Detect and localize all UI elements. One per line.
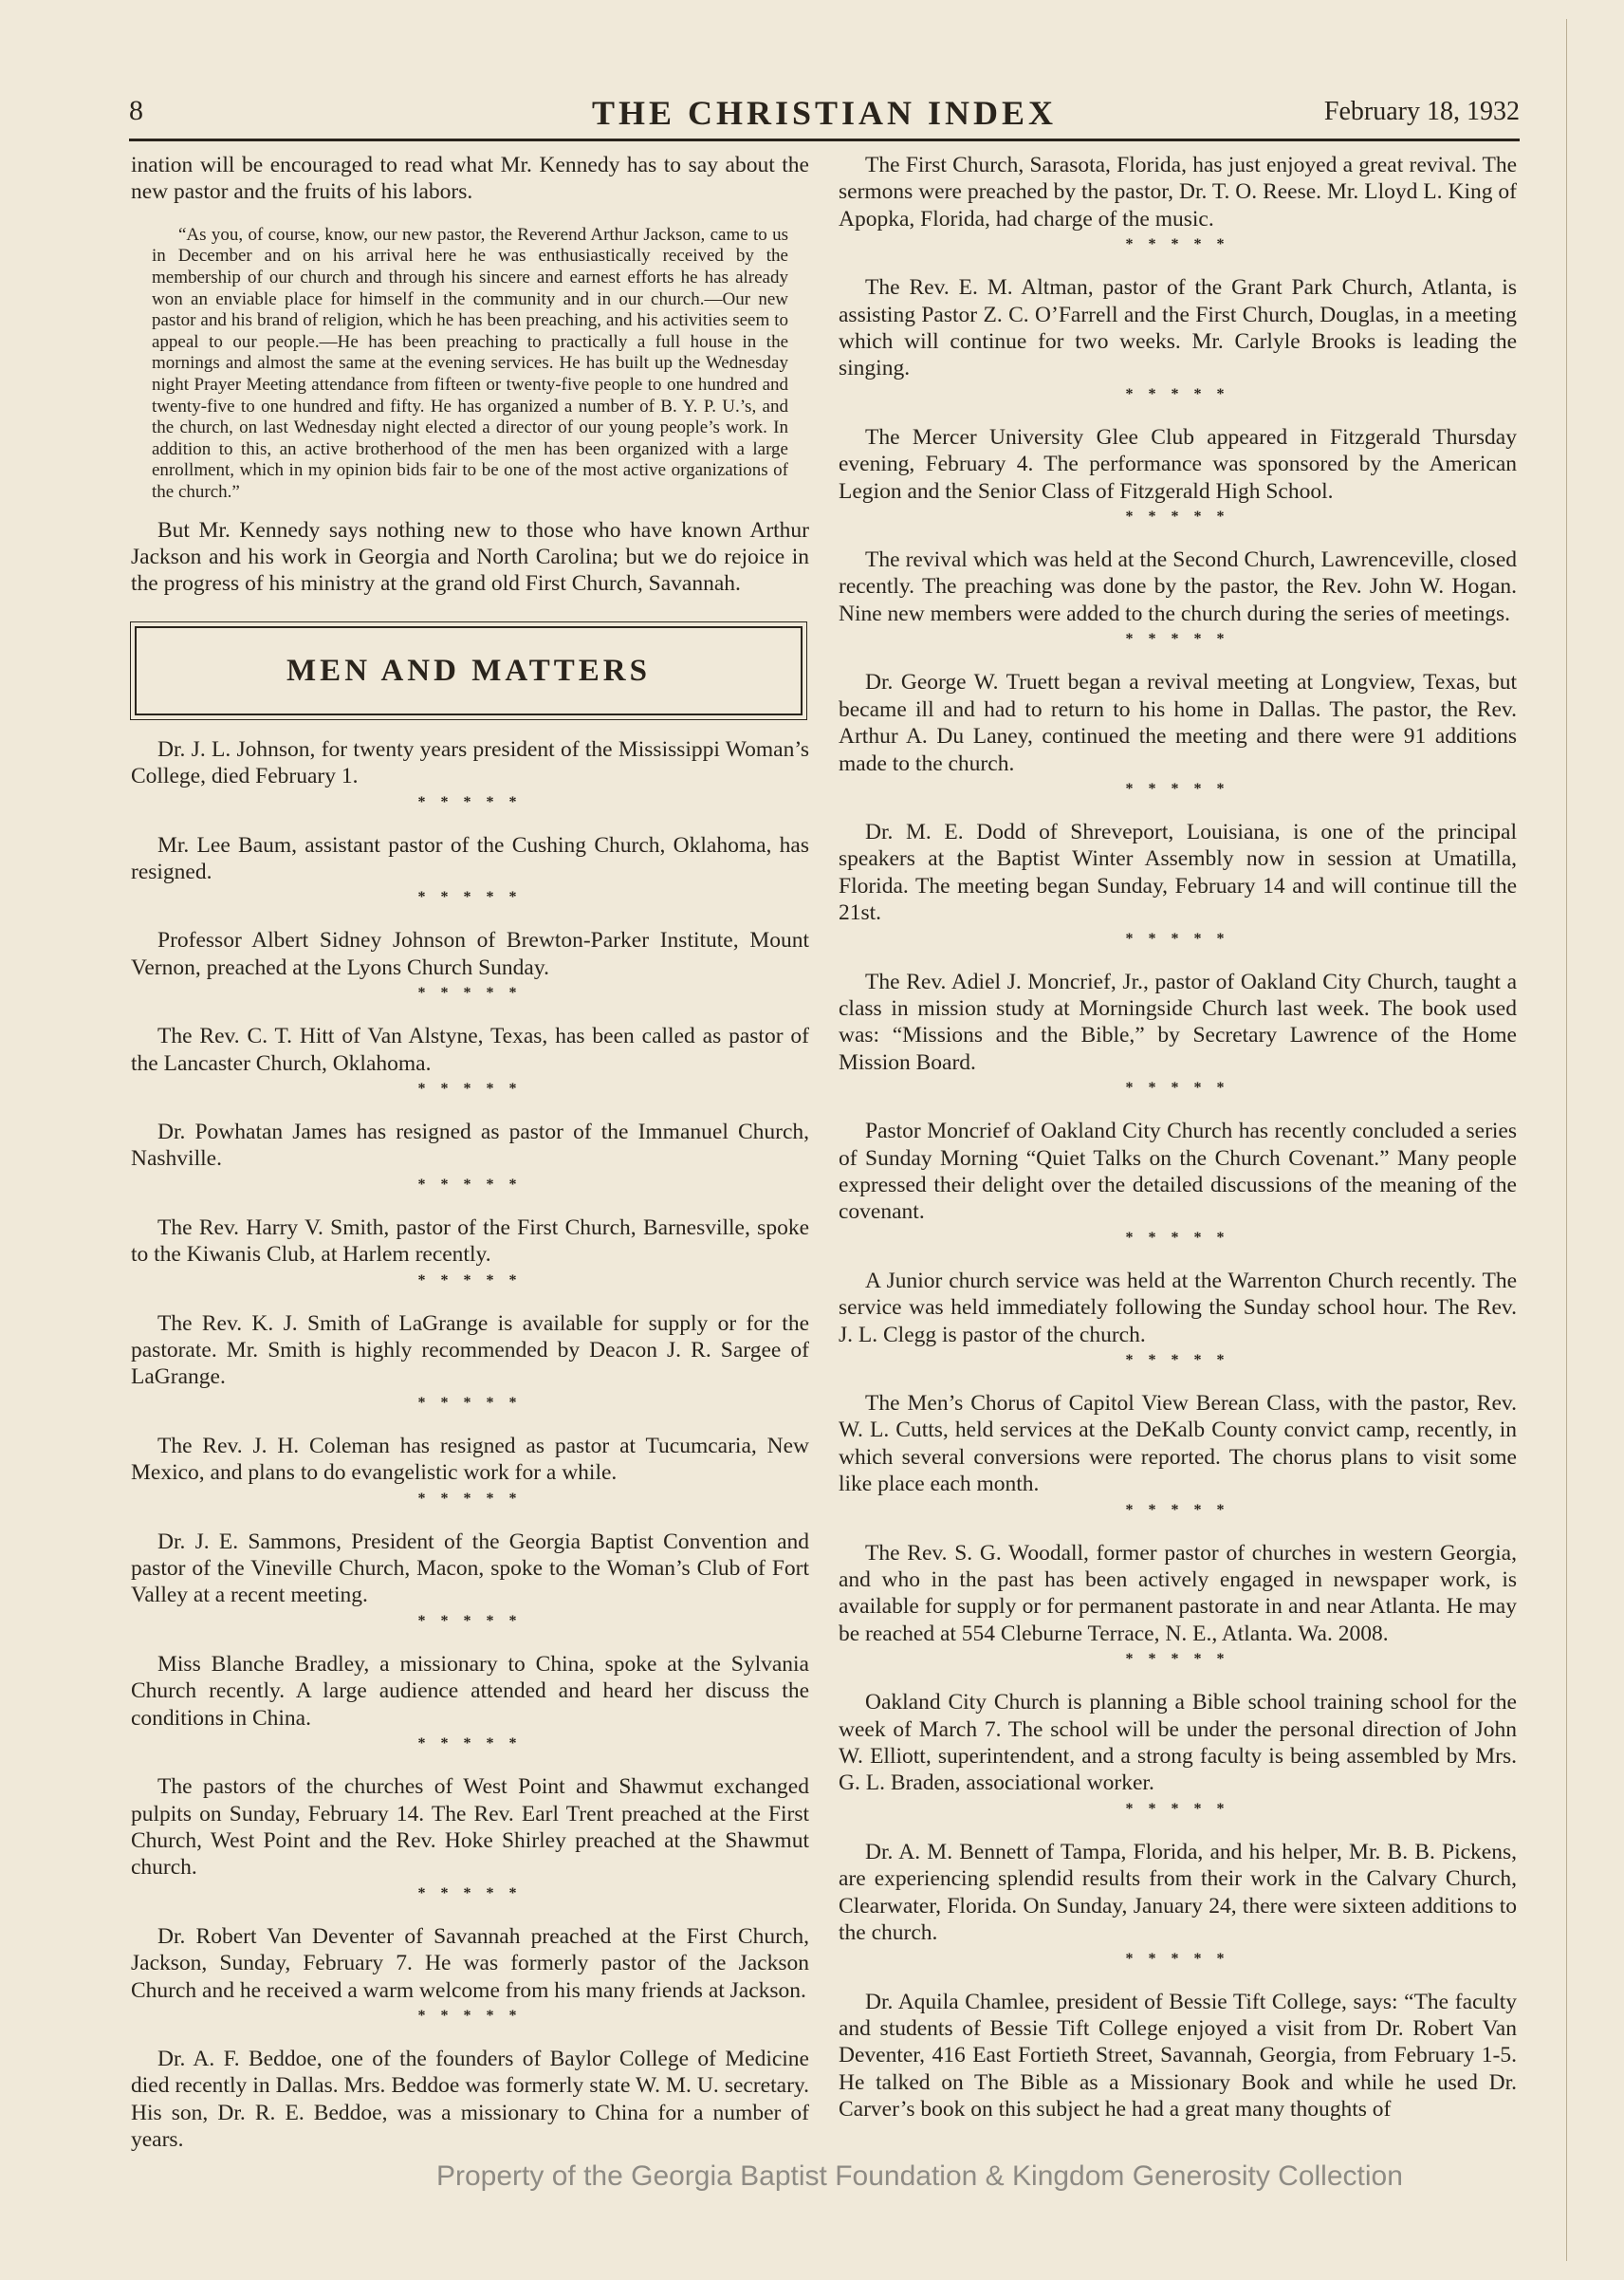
right-column [839,152,1517,2125]
intro-paragraph: ination will be encouraged to read what Mr. Kennedy has to say about the new pastor and the fruits of his labors. [131,153,809,205]
closing-paragraph: But Mr. Kennedy says nothing new to those who have known Arthur Jackson and his work in Georgia and North Carolina; but we do rejoice in the progress of his ministry at the grand old First Church, Savannah. [131,517,809,597]
news-item: Professor Albert Sidney Johnson of Brewton-Parker Institute, Mount Vernon, preached at the Lyons Church Sunday. [131,928,809,980]
news-item: The Mercer University Glee Club appeared in Fitzgerald Thursday evening, February 4. The performance was sponsored by the American Legion and the Senior Class of Fitzgerald High School. [839,424,1517,504]
item-separator: * * * * * [417,1884,523,1901]
page-edge [1566,19,1567,2261]
news-item: The revival which was held at the Second Church, Lawrenceville, closed recently. The preaching was done by the pastor, the Rev. John W. Hogan. Nine new members were added to the church during the series of meetings. [839,547,1517,626]
item-separator: * * * * * [1125,631,1230,648]
item-separator: * * * * * [417,1735,523,1752]
item-separator: * * * * * [1125,509,1230,526]
news-item: Oakland City Church is planning a Bible school training school for the week of March 7. The school will be under the personal direction of John W. Elliott, superintendent, and a strong faculty is being assembled by Mrs. G. L. Braden, associational worker. [839,1690,1517,1796]
news-item: Dr. George W. Truett began a revival meeting at Longview, Texas, but became ill and had to return to his home in Dallas. The pastor, the Rev. Arthur A. Du Laney, continued the meeting and there were 91 additions made to the church. [839,670,1517,776]
news-item: Pastor Moncrief of Oakland City Church has recently concluded a series of Sunday Morning “Quiet Talks on the Church Covenant.” Many people expressed their delight over the detailed discussions of the meaning of the covenant. [839,1119,1517,1225]
news-item: The Rev. E. M. Altman, pastor of the Grant Park Church, Atlanta, is assisting Pastor Z. C. O’Farrell and the First Church, Douglas, in a meeting which will continue for two weeks. Mr. Carlyle Brooks is leading the singing. [839,275,1517,381]
news-item: The Rev. K. J. Smith of LaGrange is available for supply or for the pastorate. Mr. Smith is highly recommended by Deacon J. R. Sargee of LaGrange. [131,1310,809,1390]
item-separator: * * * * * [1125,385,1230,402]
news-item: Dr. J. E. Sammons, President of the Georgia Baptist Convention and pastor of the Vineville Church, Macon, spoke to the Woman’s Club of Fort Valley at a recent meeting. [131,1529,809,1608]
news-item: The Men’s Chorus of Capitol View Berean Class, with the pastor, Rev. W. L. Cutts, held services at the DeKalb County convict camp, recently, in which several conversions were reported. The chorus plans to visit some like place each month. [839,1391,1517,1497]
item-separator: * * * * * [1125,236,1230,253]
news-item: Dr. J. L. Johnson, for twenty years president of the Mississippi Woman’s College, died February 1. [131,736,809,789]
news-item: The Rev. J. H. Coleman has resigned as pastor at Tucumcaria, New Mexico, and plans to do evangelistic work for a while. [131,1433,809,1486]
news-items-right [839,152,1517,2123]
item-separator: * * * * * [1125,1501,1230,1518]
item-separator: * * * * * [417,889,523,906]
item-separator: * * * * * [417,2007,523,2024]
page-header [129,93,1520,141]
news-item: Dr. M. E. Dodd of Shreveport, Louisiana, is one of the principal speakers at the Baptist Winter Assembly now in session at Umatilla, Florida. The meeting began Sunday, February 14 and will continue till the 21st. [839,819,1517,926]
section-title: MEN AND MATTERS [135,626,803,715]
item-separator: * * * * * [1125,1080,1230,1097]
news-item: Miss Blanche Bradley, a missionary to China, spoke at the Sylvania Church recently. A large audience attended and heard her discuss the conditions in China. [131,1651,809,1731]
item-separator: * * * * * [1125,1950,1230,1967]
page-number: 8 [129,95,143,126]
item-separator: * * * * * [417,1490,523,1507]
news-items-left [131,736,809,2154]
news-item: Mr. Lee Baum, assistant pastor of the Cushing Church, Oklahoma, has resigned. [131,832,809,884]
news-item: The First Church, Sarasota, Florida, has just enjoyed a great revival. The sermons were preached by the pastor, Dr. T. O. Reese. Mr. Lloyd L. King of Apopka, Florida, had charge of the music. [839,153,1517,232]
item-separator: * * * * * [1125,1651,1230,1668]
watermark: Property of the Georgia Baptist Foundation & Kingdom Generosity Collection [436,2160,1403,2192]
left-column [131,152,809,2156]
news-item: Dr. Aquila Chamlee, president of Bessie Tift College, says: “The faculty and students of Bessie Tift College enjoyed a visit from Dr. Robert Van Deventer, 416 East Fortieth Street, Savannah, Georgia, from February 1-5. He talked on The Bible as a Missionary Book and while he used Dr. Carver’s book on this subject he had a great many thoughts of [839,1989,1517,2122]
item-separator: * * * * * [417,793,523,810]
issue-date: February 18, 1932 [1323,97,1520,126]
item-separator: * * * * * [417,1081,523,1097]
news-item: Dr. A. F. Beddoe, one of the founders of Baylor College of Medicine died recently in Dallas. Mrs. Beddoe was formerly state W. M. U. secretary. His son, Dr. R. E. Beddoe, was a missionary to China for a number of years. [131,2046,809,2153]
masthead: THE CHRISTIAN INDEX [591,94,1058,132]
item-separator: * * * * * [1125,1800,1230,1817]
news-item: The Rev. Adiel J. Moncrief, Jr., pastor of Oakland City Church, taught a class in mission study at Morningside Church last week. The book used was: “Missions and the Bible,” by Secretary Lawrence of the Home Mission Board. [839,969,1517,1075]
news-item: Dr. Powhatan James has resigned as pastor of the Immanuel Church, Nashville. [131,1120,809,1172]
item-separator: * * * * * [417,1271,523,1288]
news-item: Dr. Robert Van Deventer of Savannah preached at the First Church, Jackson, Sunday, February 7. He was formerly pastor of the Jackson Church and he received a warm welcome from his many friends at Jackson. [131,1923,809,2003]
news-item: The Rev. S. G. Woodall, former pastor of churches in western Georgia, and who in the past has been actively engaged in newspaper work, is available for supply or for permanent pastorate in and near Atlanta. He may be reached at 554 Cleburne Terrace, N. E., Atlanta. Wa. 2008. [839,1540,1517,1646]
item-separator: * * * * * [417,1394,523,1411]
item-separator: * * * * * [417,985,523,1002]
news-item: The Rev. C. T. Hitt of Van Alstyne, Texas, has been called as pastor of the Lancaster Church, Oklahoma. [131,1024,809,1076]
item-separator: * * * * * [417,1176,523,1193]
item-separator: * * * * * [1125,780,1230,797]
news-item: The pastors of the churches of West Point and Shawmut exchanged pulpits on Sunday, February 14. The Rev. Earl Trent preached at the First Church, West Point and the Rev. Hoke Shirley preached at the Shawmut church. [131,1774,809,1881]
news-item: The Rev. Harry V. Smith, pastor of the First Church, Barnesville, spoke to the Kiwanis Club, at Harlem recently. [131,1214,809,1268]
item-separator: * * * * * [1125,1352,1230,1368]
news-item: A Junior church service was held at the Warrenton Church recently. The service was held immediately following the Sunday school hour. The Rev. J. L. Clegg is pastor of the church. [839,1268,1517,1347]
news-item: Dr. A. M. Bennett of Tampa, Florida, and his helper, Mr. B. B. Pickens, are experiencing splendid results from their work in the Calvary Church, Clearwater, Florida. On Sunday, January 24, there were sixteen additions to the church. [839,1839,1517,1946]
item-separator: * * * * * [417,1612,523,1629]
item-separator: * * * * * [1125,930,1230,947]
item-separator: * * * * * [1125,1229,1230,1246]
kennedy-quote: “As you, of course, know, our new pastor, the Reverend Arthur Jackson, came to us in December and on his arrival here he was enthusiastically received by the membership of our church and through his sincere and earnest efforts he has already won an enviable place for himself in the community and in our church.—Our new pastor and his brand of religion, which he has been preaching, and his activities seem to appeal to our people.—He has been preaching to practically a full house in the mornings and almost the same at the evening services. He has built up the Wednesday night Prayer Meeting attendance from fifteen or twenty-five people to one hundred and twenty-five to one hundred and fifty. He has organized a number of B. Y. P. U.’s, and the church, on last Wednesday night elected a director of our young people’s work. In addition to this, an active brotherhood of the men has been organized with a large enrollment, which in my opinion bids fair to be one of the most active organizations of the church.” [152,224,788,502]
